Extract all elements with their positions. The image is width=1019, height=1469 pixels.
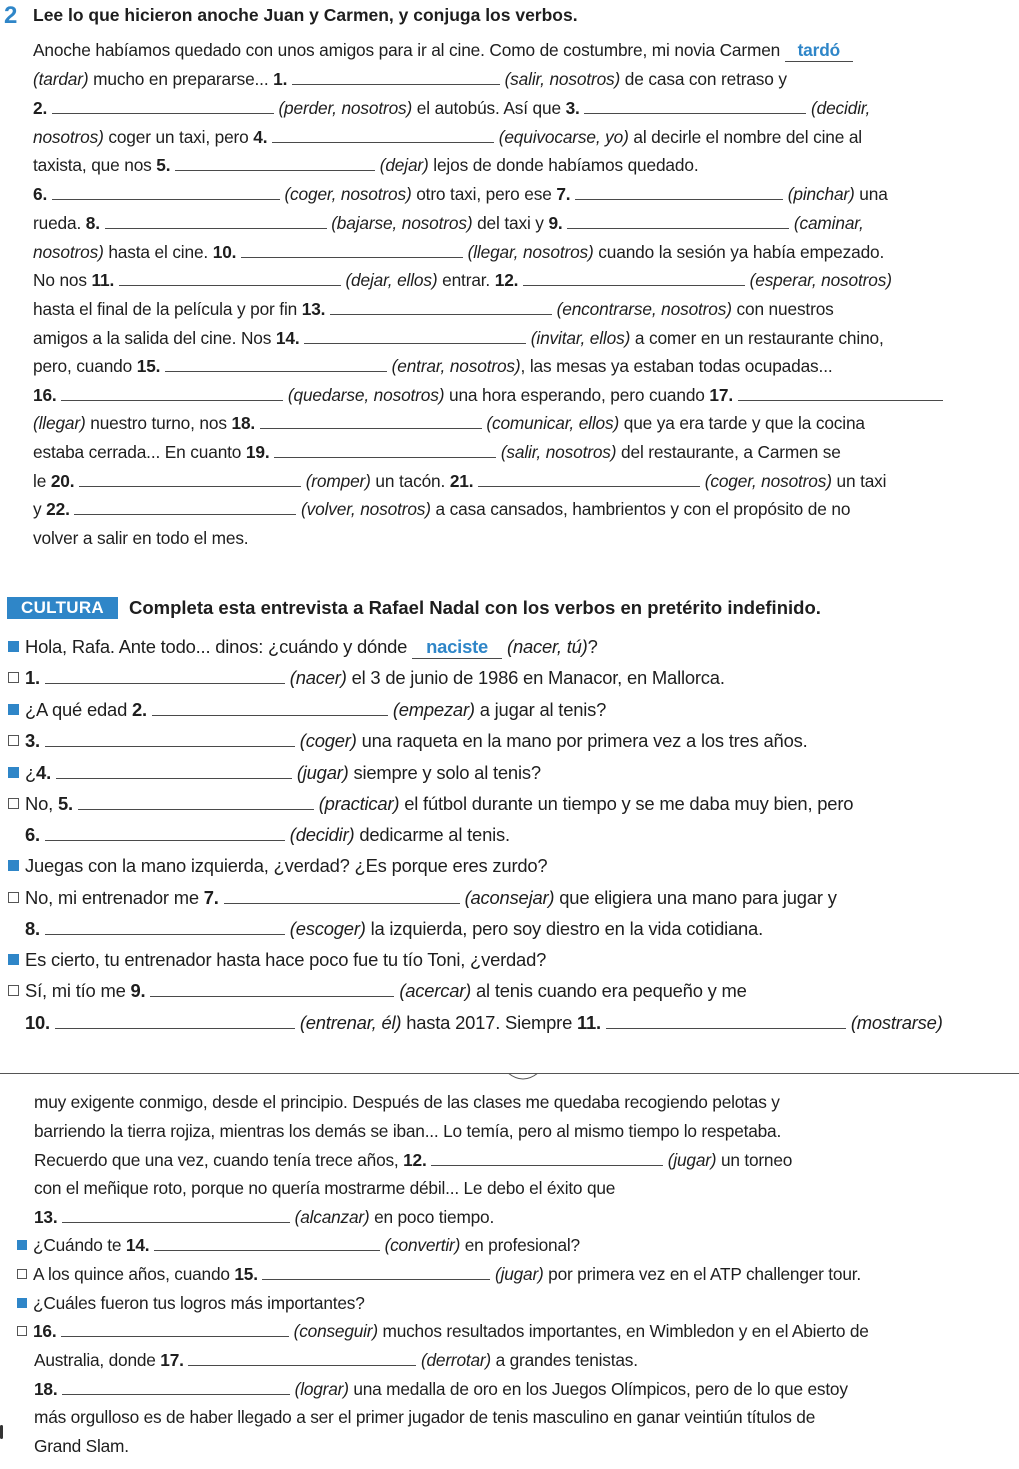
text: No nos xyxy=(33,270,92,290)
text: coger un taxi, pero xyxy=(103,127,254,147)
text: ¿A qué edad xyxy=(25,699,133,720)
interview-question-7 xyxy=(8,855,547,877)
answer-blank-15[interactable] xyxy=(262,1263,490,1280)
interview-answer-9 xyxy=(8,980,747,1002)
answer-blank-21[interactable] xyxy=(478,470,700,487)
verb-hint: (lograr) xyxy=(294,1379,349,1399)
blank-number: 20. xyxy=(50,471,75,491)
answer-blank-16[interactable] xyxy=(61,384,283,401)
verb-hint: (romper) xyxy=(305,471,371,491)
blank-number: 5. xyxy=(57,793,73,814)
answer-blank-7[interactable] xyxy=(575,183,783,200)
cultura-badge: CULTURA xyxy=(7,597,118,619)
verb-hint: (entrar, nosotros) xyxy=(391,356,521,376)
blank-number: 7. xyxy=(203,887,219,908)
ex2-line-9 xyxy=(33,269,892,291)
interview-answer-10 xyxy=(25,1012,943,1034)
ex2-line-4 xyxy=(33,126,862,148)
text: al decirle el nombre del cine al xyxy=(628,127,862,147)
text: del restaurante, a Carmen se xyxy=(616,442,841,462)
text: a comer en un restaurante chino, xyxy=(630,328,884,348)
ex2-line-17 xyxy=(33,498,850,520)
text: , las mesas ya estaban todas ocupadas... xyxy=(520,356,833,376)
text: una raqueta en la mano por primera vez a los tres años. xyxy=(356,730,808,751)
blank-number: 22. xyxy=(46,499,70,519)
blank-number: 17. xyxy=(709,385,733,405)
blank-number: 6. xyxy=(25,824,40,845)
verb-hint: nosotros) xyxy=(33,242,104,262)
text: un taxi xyxy=(831,471,887,491)
example-answer: naciste xyxy=(426,636,489,657)
ex2-line-15 xyxy=(33,441,841,463)
ex2-line-2 xyxy=(33,68,787,90)
blank-number: 19. xyxy=(245,442,270,462)
answer-blank-10[interactable] xyxy=(55,1012,295,1029)
answer-marker-icon xyxy=(8,798,19,809)
text: una hora esperando, pero cuando xyxy=(444,385,710,405)
answer-blank-13[interactable] xyxy=(330,298,552,315)
text: pero, cuando xyxy=(33,356,137,376)
blank-number: 5. xyxy=(156,155,171,175)
blank-number: 3. xyxy=(25,730,40,751)
text: cuando la sesión ya había empezado. xyxy=(593,242,885,262)
cont-line-1: muy exigente conmigo, desde el principio. Después de las clases me quedaba recogiendo pelotas y xyxy=(34,1092,780,1112)
blank-number: 1. xyxy=(25,667,40,688)
verb-hint: (acercar) xyxy=(399,980,472,1001)
answer-blank-14[interactable] xyxy=(304,327,526,344)
answer-blank-6[interactable] xyxy=(52,183,280,200)
text: de casa con retraso y xyxy=(620,69,787,89)
ex2-line-16 xyxy=(33,470,886,492)
text: en poco tiempo. xyxy=(369,1207,495,1227)
blank-number: 8. xyxy=(85,213,100,233)
interview-answer-8 xyxy=(25,918,763,940)
verb-hint: (caminar, xyxy=(793,213,864,233)
blank-number: 2. xyxy=(132,699,147,720)
verb-hint: (decidir, xyxy=(811,98,871,118)
ex2-line-1 xyxy=(33,39,853,62)
ex2-line-14 xyxy=(33,412,865,434)
text: hasta el final de la película y por fin xyxy=(33,299,302,319)
verb-hint: (escoger) xyxy=(289,918,366,939)
answer-blank-5[interactable] xyxy=(78,793,314,810)
cont-line-18 xyxy=(34,1378,848,1400)
interview-answer-3 xyxy=(8,730,808,752)
answer-blank-16[interactable] xyxy=(61,1320,289,1337)
verb-hint: (salir, nosotros) xyxy=(500,442,617,462)
text: el fútbol durante un tiempo y se me daba muy bien, pero xyxy=(399,793,854,814)
verb-hint: (coger, nosotros) xyxy=(284,184,412,204)
text: ¿ xyxy=(25,762,37,783)
answer-marker-icon xyxy=(8,985,19,996)
blank-number: 12. xyxy=(494,270,519,290)
verb-hint: (salir, nosotros) xyxy=(504,69,621,89)
text: siempre y solo al tenis? xyxy=(348,762,541,783)
example-answer-blank xyxy=(785,39,853,62)
answer-blank-17[interactable] xyxy=(738,384,943,401)
verb-hint: (llegar) xyxy=(33,413,86,433)
verb-hint: (mostrarse) xyxy=(850,1012,943,1033)
blank-number: 4. xyxy=(253,127,268,147)
answer-blank-2[interactable] xyxy=(52,97,274,114)
blank-number: 16. xyxy=(33,1321,57,1341)
text: dedicarme al tenis. xyxy=(354,824,510,845)
verb-hint: (perder, nosotros) xyxy=(278,98,413,118)
exercise-2-title: Lee lo que hicieron anoche Juan y Carmen, y conjuga los verbos. xyxy=(33,5,578,25)
answer-blank-8[interactable] xyxy=(45,918,285,935)
ex2-line-8 xyxy=(33,241,884,263)
text: una xyxy=(854,184,888,204)
verb-hint: (equivocarse, yo) xyxy=(498,127,629,147)
ex2-line-5 xyxy=(33,154,698,176)
text: taxista, que nos xyxy=(33,155,157,175)
text: mucho en prepararse... xyxy=(88,69,274,89)
verb-hint: (coger) xyxy=(299,730,357,751)
verb-hint: (dejar) xyxy=(379,155,429,175)
text: con nuestros xyxy=(731,299,834,319)
example-answer: tardó xyxy=(797,40,841,60)
interview-question-4 xyxy=(8,762,541,784)
answer-blank-1[interactable] xyxy=(292,68,500,85)
verb-hint: (empezar) xyxy=(392,699,475,720)
text: un tacón. xyxy=(370,471,450,491)
text: a grandes tenistas. xyxy=(490,1350,638,1370)
text: No, xyxy=(25,793,58,814)
blank-number: 12. xyxy=(403,1150,427,1170)
verb-hint: (encontrarse, nosotros) xyxy=(556,299,732,319)
text: hasta el cine. xyxy=(103,242,213,262)
blank-number: 10. xyxy=(212,242,237,262)
text: ¿Cuándo te xyxy=(33,1235,126,1255)
blank-number: 1. xyxy=(273,69,288,89)
question-marker-icon xyxy=(8,860,19,871)
interview-answer-1 xyxy=(8,667,725,689)
cultura-title: Completa esta entrevista a Rafael Nadal con los verbos en pretérito indefinido. xyxy=(129,597,821,618)
verb-hint: (nacer, tú) xyxy=(507,636,588,657)
cont-line-2: barriendo la tierra rojiza, mientras los demás se iban... Lo temía, pero al mismo tiempo lo respetaba. xyxy=(34,1121,782,1141)
answer-blank-4[interactable] xyxy=(272,126,494,143)
interview-answer-5 xyxy=(8,793,853,815)
answer-blank-9[interactable] xyxy=(567,212,789,229)
text: estaba cerrada... En cuanto xyxy=(33,442,246,462)
answer-blank-11[interactable] xyxy=(606,1012,846,1029)
verb-hint: (practicar) xyxy=(318,793,400,814)
ex2-line-13 xyxy=(33,384,943,406)
answer-blank-18[interactable] xyxy=(62,1378,290,1395)
text: al tenis cuando era pequeño y me xyxy=(471,980,747,1001)
blank-number: 17. xyxy=(160,1350,184,1370)
question-marker-icon xyxy=(8,641,19,652)
text: rueda. xyxy=(33,213,86,233)
interview-answer-6 xyxy=(25,824,510,846)
exercise-number: 2 xyxy=(4,2,18,29)
answer-blank-7[interactable] xyxy=(224,887,460,904)
blank-number: 14. xyxy=(275,328,300,348)
blank-number: 15. xyxy=(234,1264,258,1284)
answer-blank-6[interactable] xyxy=(45,824,285,841)
verb-hint: (derrotar) xyxy=(420,1350,491,1370)
blank-number: 16. xyxy=(33,385,57,405)
verb-hint: (aconsejar) xyxy=(464,887,555,908)
ex2-line-12 xyxy=(33,355,833,377)
text: amigos a la salida del cine. Nos xyxy=(33,328,276,348)
verb-hint: (pinchar) xyxy=(787,184,855,204)
verb-hint: (jugar) xyxy=(495,1264,544,1284)
text: a casa cansados, hambrientos y con el propósito de no xyxy=(430,499,851,519)
ex2-line-11 xyxy=(33,327,884,349)
text: ? xyxy=(587,636,598,657)
answer-blank-11[interactable] xyxy=(119,269,341,286)
question-marker-icon xyxy=(8,954,19,965)
answer-marker-icon xyxy=(17,1269,27,1279)
answer-blank-10[interactable] xyxy=(241,241,463,258)
answer-marker-icon xyxy=(8,735,19,746)
verb-hint: (llegar, nosotros) xyxy=(467,242,594,262)
text: del taxi y xyxy=(472,213,549,233)
text: que eligiera una mano para jugar y xyxy=(554,887,837,908)
answer-blank-12[interactable] xyxy=(523,269,745,286)
answer-blank-2[interactable] xyxy=(152,699,388,716)
blank-number: 15. xyxy=(136,356,161,376)
answer-blank-12[interactable] xyxy=(431,1149,663,1166)
blank-number: 9. xyxy=(548,213,563,233)
cont-line-20: Grand Slam. xyxy=(34,1436,129,1456)
interview-question-1 xyxy=(8,636,598,659)
blank-number: 11. xyxy=(91,270,115,290)
answer-blank-14[interactable] xyxy=(154,1234,380,1251)
ex2-line-18 xyxy=(33,527,248,549)
text: y xyxy=(33,499,47,519)
blank-number: 13. xyxy=(301,299,326,319)
ex2-line-10 xyxy=(33,298,834,320)
blank-number: 4. xyxy=(36,762,51,783)
verb-hint: (decidir) xyxy=(289,824,355,845)
interview-answer-15 xyxy=(17,1263,861,1285)
text: nuestro turno, nos xyxy=(85,413,232,433)
answer-blank-13[interactable] xyxy=(62,1206,290,1223)
answer-blank-3[interactable] xyxy=(45,730,295,747)
text: ¿Cuáles fueron tus logros más importantes? xyxy=(33,1293,365,1313)
text: un torneo xyxy=(716,1150,793,1170)
verb-hint: (jugar) xyxy=(296,762,349,783)
interview-question-14 xyxy=(17,1234,580,1256)
blank-number: 6. xyxy=(33,184,48,204)
blank-number: 21. xyxy=(449,471,474,491)
cont-line-4: con el meñique roto, porque no quería mostrarme débil... Le debo el éxito que xyxy=(34,1178,616,1198)
blank-number: 18. xyxy=(34,1379,58,1399)
verb-hint: (quedarse, nosotros) xyxy=(287,385,445,405)
verb-hint: (conseguir) xyxy=(293,1321,378,1341)
cont-line-3 xyxy=(34,1149,792,1171)
text: volver a salir en todo el mes. xyxy=(33,528,249,548)
text: a jugar al tenis? xyxy=(474,699,607,720)
verb-hint: (esperar, nosotros) xyxy=(749,270,892,290)
verb-hint: nosotros) xyxy=(33,127,104,147)
ex2-line-6 xyxy=(33,183,888,205)
text: No, mi entrenador me xyxy=(25,887,204,908)
answer-blank-17[interactable] xyxy=(188,1349,416,1366)
answer-blank-4[interactable] xyxy=(56,762,292,779)
verb-hint: (bajarse, nosotros) xyxy=(331,213,473,233)
text: en profesional? xyxy=(460,1235,580,1255)
cont-line-5 xyxy=(34,1206,494,1228)
verb-hint: (convertir) xyxy=(384,1235,461,1255)
text: muchos resultados importantes, en Wimbledon y en el Abierto de xyxy=(377,1321,869,1341)
answer-blank-5[interactable] xyxy=(175,154,375,171)
blank-number: 3. xyxy=(565,98,580,118)
text: el autobús. Así que xyxy=(412,98,566,118)
verb-hint: (jugar) xyxy=(667,1150,717,1170)
text: el 3 de junio de 1986 en Manacor, en Mallorca. xyxy=(346,667,725,688)
answer-blank-20[interactable] xyxy=(79,470,301,487)
ex2-line-7 xyxy=(33,212,864,234)
verb-hint: (nacer) xyxy=(289,667,347,688)
blank-number: 14. xyxy=(125,1235,150,1255)
interview-question-16 xyxy=(17,1292,365,1314)
text: Sí, mi tío me xyxy=(25,980,131,1001)
answer-marker-icon xyxy=(8,892,19,903)
answer-marker-icon xyxy=(8,672,19,683)
text: entrar. xyxy=(437,270,495,290)
verb-hint: (entrenar, él) xyxy=(299,1012,402,1033)
ex2-line-3 xyxy=(33,97,870,119)
interview-question-9 xyxy=(8,949,546,971)
verb-hint: (alcanzar) xyxy=(294,1207,370,1227)
blank-number: 8. xyxy=(25,918,40,939)
answer-blank-8[interactable] xyxy=(105,212,327,229)
text: Es cierto, tu entrenador hasta hace poco fue tu tío Toni, ¿verdad? xyxy=(25,949,547,970)
fold-notch-icon xyxy=(508,1073,538,1083)
text: Hola, Rafa. Ante todo... dinos: ¿cuándo y dónde xyxy=(25,636,413,657)
question-marker-icon xyxy=(17,1298,27,1308)
answer-blank-22[interactable] xyxy=(74,498,296,515)
answer-blank-3[interactable] xyxy=(584,97,806,114)
text: Recuerdo que una vez, cuando tenía trece años, xyxy=(34,1150,404,1170)
text: la izquierda, pero soy diestro en la vida cotidiana. xyxy=(365,918,763,939)
answer-blank-19[interactable] xyxy=(274,441,496,458)
text: por primera vez en el ATP challenger tour. xyxy=(543,1264,861,1284)
blank-number: 7. xyxy=(556,184,571,204)
answer-blank-1[interactable] xyxy=(45,667,285,684)
text: una medalla de oro en los Juegos Olímpicos, pero de lo que estoy xyxy=(348,1379,848,1399)
answer-blank-18[interactable] xyxy=(260,412,482,429)
answer-blank-9[interactable] xyxy=(150,980,394,997)
verb-hint: (tardar) xyxy=(33,69,89,89)
text: A los quince años, cuando xyxy=(33,1264,235,1284)
blank-number: 13. xyxy=(34,1207,58,1227)
text: otro taxi, pero ese xyxy=(411,184,557,204)
verb-hint: (invitar, ellos) xyxy=(530,328,631,348)
interview-question-2 xyxy=(8,699,606,721)
text: Australia, donde xyxy=(34,1350,161,1370)
cont-line-17 xyxy=(34,1349,638,1371)
interview-answer-7 xyxy=(8,887,837,909)
blank-number: 2. xyxy=(33,98,48,118)
example-answer-blank xyxy=(412,636,502,659)
blank-number: 10. xyxy=(25,1012,50,1033)
interview-answer-16 xyxy=(17,1320,869,1342)
blank-number: 9. xyxy=(130,980,146,1001)
page-edge-mark xyxy=(0,1425,3,1439)
text: que ya era tarde y que la cocina xyxy=(619,413,865,433)
text: Anoche habíamos quedado con unos amigos para ir al cine. Como de costumbre, mi novia Carmen xyxy=(33,40,785,60)
text: Juegas con la mano izquierda, ¿verdad? ¿Es porque eres zurdo? xyxy=(25,855,548,876)
verb-hint: (coger, nosotros) xyxy=(704,471,832,491)
text: hasta 2017. Siempre xyxy=(401,1012,578,1033)
question-marker-icon xyxy=(8,767,19,778)
verb-hint: (comunicar, ellos) xyxy=(486,413,620,433)
question-marker-icon xyxy=(8,704,19,715)
blank-number: 11. xyxy=(577,1012,601,1033)
cont-line-19: más orgulloso es de haber llegado a ser el primer jugador de tenis masculino en ganar veintiún títulos de xyxy=(34,1407,816,1427)
verb-hint: (volver, nosotros) xyxy=(301,499,431,519)
verb-hint: (dejar, ellos) xyxy=(345,270,438,290)
answer-blank-15[interactable] xyxy=(165,355,387,372)
blank-number: 18. xyxy=(231,413,256,433)
question-marker-icon xyxy=(17,1240,27,1250)
answer-marker-icon xyxy=(17,1326,27,1336)
text: le xyxy=(33,471,51,491)
text: lejos de donde habíamos quedado. xyxy=(428,155,699,175)
